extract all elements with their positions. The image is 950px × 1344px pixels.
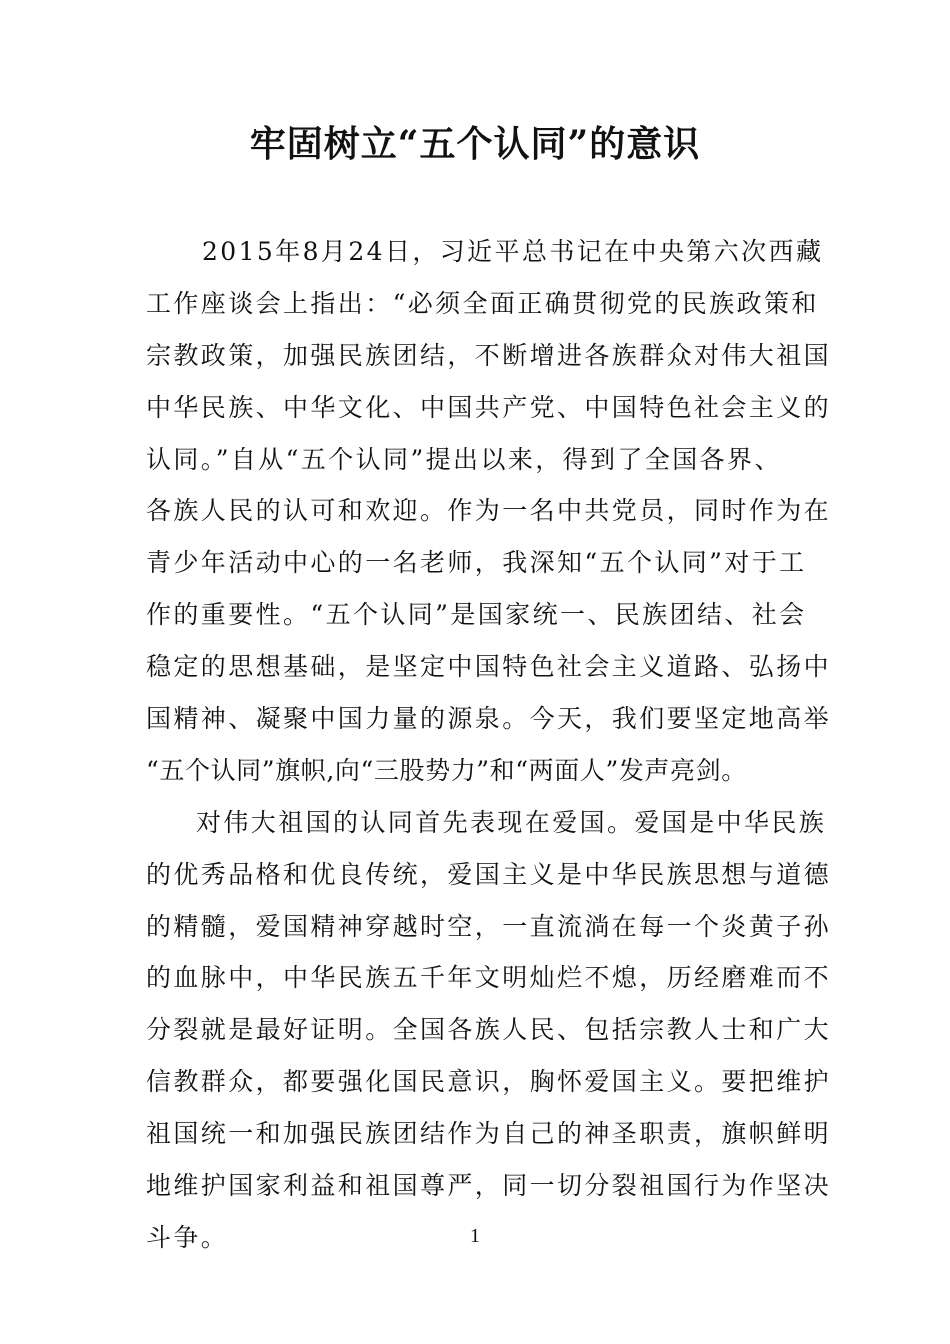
- paragraph-1-line-11: “五个认同”旗帜,向“三股势力”和“两面人”发声亮剑。: [146, 755, 747, 785]
- paragraph-2-line-7: 祖国统一和加强民族团结作为自己的神圣职责，旗帜鲜明: [146, 1119, 832, 1149]
- document-body: [146, 226, 832, 1264]
- page-number: 1: [470, 1225, 480, 1247]
- paragraph-2-line-4: 的血脉中，中华民族五千年文明灿烂不熄，历经磨难而不: [146, 963, 832, 993]
- paragraph-2-line-9: 斗争。: [146, 1222, 229, 1252]
- paragraph-1-line-10: 国精神、凝聚中国力量的源泉。今天，我们要坚定地高举: [146, 704, 832, 734]
- paragraph-1-line-4: 中华民族、中华文化、中国共产党、中国特色社会主义的: [146, 392, 832, 422]
- paragraph-1-line-9: 稳定的思想基础，是坚定中国特色社会主义道路、弘扬中: [146, 652, 832, 682]
- paragraph-2-line-2: 的优秀品格和优良传统，爱国主义是中华民族思想与道德: [146, 859, 832, 889]
- paragraph-1-line-6: 各族人民的认可和欢迎。作为一名中共党员，同时作为在: [146, 496, 832, 526]
- document-title: 牢固树立“五个认同”的意识: [249, 123, 701, 165]
- paragraph-2-line-1: 对伟大祖国的认同首先表现在爱国。爱国是中华民族: [196, 807, 827, 837]
- paragraph-2-line-3: 的精髓，爱国精神穿越时空，一直流淌在每一个炎黄子孙: [146, 911, 832, 941]
- paragraph-1-line-8: 作的重要性。“五个认同”是国家统一、民族团结、社会: [146, 600, 807, 630]
- paragraph-1-line-1: 2015年8月24日，习近平总书记在中央第六次西藏: [202, 237, 824, 266]
- paragraph-1-line-2: 工作座谈会上指出：“必须全面正确贯彻党的民族政策和: [146, 288, 819, 318]
- paragraph-1-line-3: 宗教政策，加强民族团结，不断增进各族群众对伟大祖国: [146, 340, 832, 370]
- paragraph-2-line-5: 分裂就是最好证明。全国各族人民、包括宗教人士和广大: [146, 1015, 832, 1045]
- paragraph-1-line-7: 青少年活动中心的一名老师，我深知“五个认同”对于工: [146, 548, 807, 578]
- paragraph-1-line-5: 认同。”自从“五个认同”提出以来，得到了全国各界、: [146, 444, 782, 474]
- paragraph-2-line-8: 地维护国家利益和祖国尊严，同一切分裂祖国行为作坚决: [146, 1171, 832, 1201]
- paragraph-2-line-6: 信教群众，都要强化国民意识，胸怀爱国主义。要把维护: [146, 1067, 832, 1097]
